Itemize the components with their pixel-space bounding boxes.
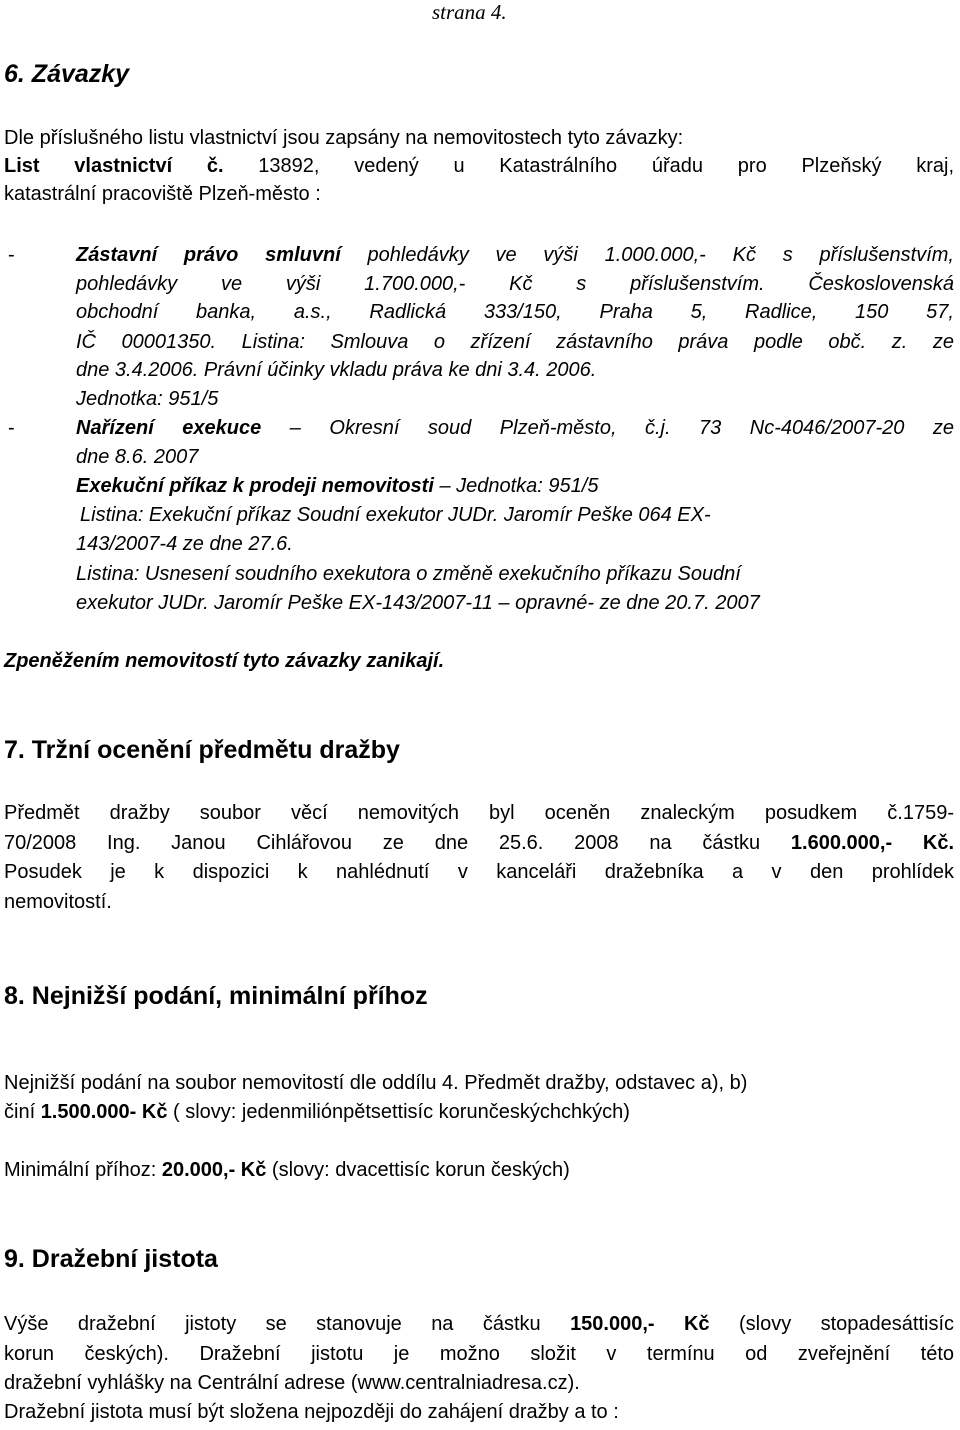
section-9-title: 9. Dražební jistota (4, 1245, 218, 1273)
s8-line3 (4, 1160, 570, 1180)
s7-line3: Posudek je k dispozici k nahlédnutí v kanceláři dražebníka a v den prohlídek (4, 861, 954, 883)
s9-l1-a: Výše dražební jistoty se stanovuje na částku (4, 1313, 571, 1335)
item2-dash: - (8, 417, 15, 439)
page-number: strana 4. (432, 0, 507, 24)
item1-line4: IČ 00001350. Listina: Smlouva o zřízení zástavního práva podle obč. z. ze (76, 331, 954, 353)
item1-dash: - (8, 244, 15, 266)
item2-bold2: Exekuční příkaz k prodeji nemovitosti (76, 475, 434, 497)
s8-l3-b: 20.000,- Kč (161, 1159, 267, 1181)
s9-line4: Dražební jistota musí být složena nejpozději do zahájení dražby a to : (4, 1401, 619, 1423)
item2-line6: Listina: Usnesení soudního exekutora o změně exekučního příkazu Soudní (76, 563, 741, 585)
s8-l3-a: Minimální příhoz: (4, 1159, 162, 1181)
s6-lv-line1 (4, 156, 954, 176)
s9-line2: korun českých). Dražební jistotu je možno složit v termínu od zveřejnění této (4, 1343, 954, 1365)
s7-line4: nemovitostí. (4, 891, 112, 913)
item2-l3-rest: – Jednotka: 951/5 (433, 475, 599, 497)
s8-line2 (4, 1102, 630, 1122)
s6-lv-rest: 13892, vedený u Katastrálního úřadu pro Plzeňský kraj, (223, 155, 954, 177)
section-8-title: 8. Nejnižší podání, minimální příhoz (4, 982, 428, 1010)
item2-line7: exekutor JUDr. Jaromír Peške EX-143/2007-11 – opravné- ze dne 20.7. 2007 (76, 592, 760, 614)
item1-line3: obchodní banka, a.s., Radlická 333/150, Praha 5, Radlice, 150 57, (76, 301, 954, 323)
s9-l1-c: (slovy stopadesáttisíc (709, 1313, 955, 1335)
s6-lv-bold: List vlastnictví č. (4, 155, 224, 177)
item1-bold: Zástavní právo smluvní (76, 244, 341, 266)
s8-line1: Nejnižší podání na soubor nemovitostí dle oddílu 4. Předmět dražby, odstavec a), b) (4, 1072, 748, 1094)
item1-line5: dne 3.4.2006. Právní účinky vkladu práva ke dni 3.4. 2006. (76, 359, 597, 381)
item2-line4: Listina: Exekuční příkaz Soudní exekutor JUDr. Jaromír Peške 064 EX- (80, 504, 711, 526)
s7-l2-b: 1.600.000,- Kč. (790, 832, 955, 854)
s8-l3-c: (slovy: dvacettisíc korun českých) (266, 1159, 570, 1181)
s6-intro: Dle příslušného listu vlastnictví jsou zapsány na nemovitostech tyto závazky: (4, 127, 684, 149)
s7-line1: Předmět dražby soubor věcí nemovitých byl oceněn znaleckým posudkem č.1759- (4, 802, 954, 824)
s8-l2-c: ( slovy: jedenmiliónpětsettisíc korunčeskýchchkých) (167, 1101, 630, 1123)
s8-l2-a: činí (4, 1101, 41, 1123)
section-7-title: 7. Tržní ocenění předmětu dražby (4, 736, 400, 764)
item2-line2: dne 8.6. 2007 (76, 446, 199, 468)
section-6-title: 6. Závazky (4, 60, 130, 88)
item1-line2: pohledávky ve výši 1.700.000,- Kč s příslušenstvím. Československá (76, 273, 954, 295)
item2-bold: Nařízení exekuce (76, 417, 262, 439)
s9-line1 (4, 1314, 954, 1334)
item1-line6: Jednotka: 951/5 (76, 388, 219, 410)
item2-line3 (76, 476, 598, 496)
item1-l1-rest: pohledávky ve výši 1.000.000,- Kč s příslušenstvím, (340, 244, 954, 266)
item2-l1-rest: – Okresní soud Plzeň-město, č.j. 73 Nc-4046/2007-20 ze (261, 417, 954, 439)
item1-line1 (76, 245, 954, 265)
s6-lv-line2: katastrální pracoviště Plzeň-město : (4, 183, 321, 205)
s6-conclusion: Zpeněžením nemovitostí tyto závazky zanikají. (4, 650, 445, 672)
item2-line1 (76, 418, 954, 438)
s9-l1-b: 150.000,- Kč (570, 1313, 710, 1335)
s7-line2 (4, 833, 954, 853)
s9-line3: dražební vyhlášky na Centrální adrese (www.centralniadresa.cz). (4, 1372, 580, 1394)
item2-line5: 143/2007-4 ze dne 27.6. (76, 533, 293, 555)
s7-l2-a: 70/2008 Ing. Janou Cihlářovou ze dne 25.6. 2008 na částku (4, 832, 791, 854)
s8-l2-b: 1.500.000- Kč (40, 1101, 168, 1123)
